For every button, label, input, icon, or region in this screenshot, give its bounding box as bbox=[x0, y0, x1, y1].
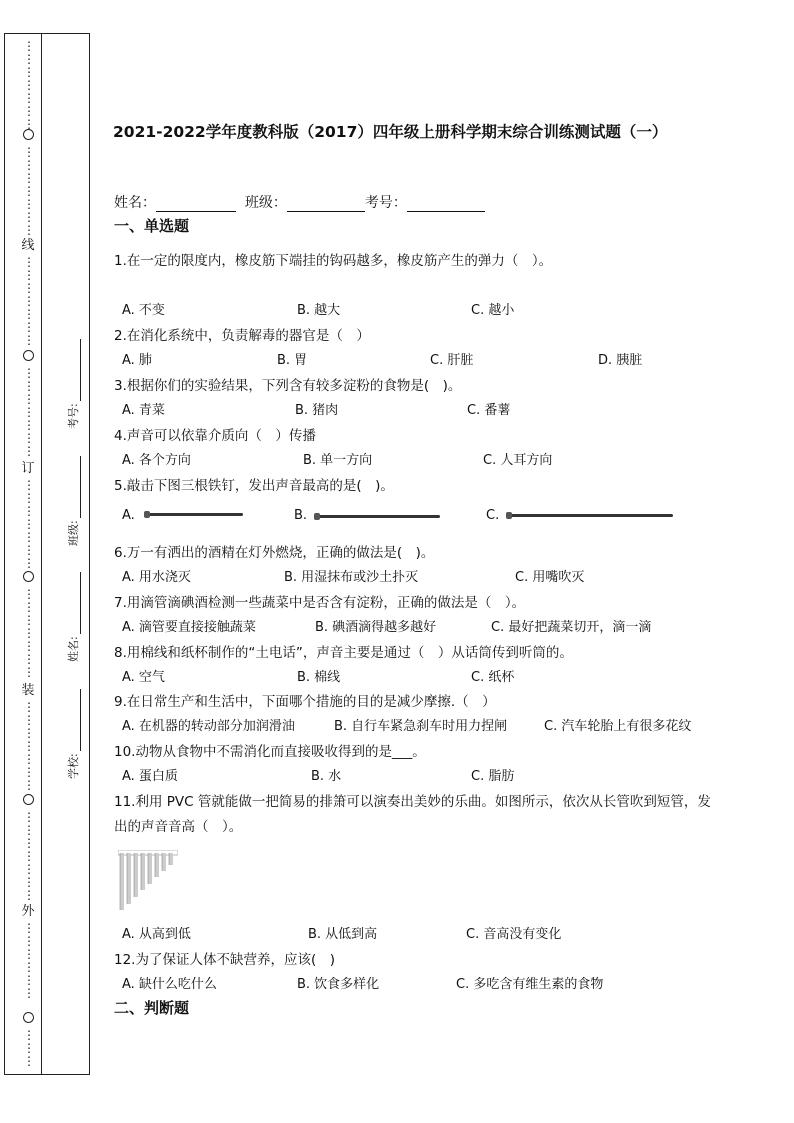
q10-option-b[interactable]: B. 水 bbox=[311, 769, 342, 784]
q7-option-a[interactable]: A. 滴管要直接接触蔬菜 bbox=[122, 620, 256, 635]
q8-option-c[interactable]: C. 纸杯 bbox=[471, 670, 515, 685]
q12-option-c[interactable]: C. 多吃含有维生素的食物 bbox=[456, 977, 604, 992]
q3-option-b[interactable]: B. 猪肉 bbox=[295, 403, 339, 418]
circle-mark bbox=[23, 129, 34, 140]
dotted-line: ⋮ ⋮ ⋮ ⋮ ⋮ ⋮ ⋮ bbox=[23, 810, 35, 902]
q5-option-b[interactable]: B. bbox=[294, 508, 308, 523]
dotted-line: ⋮ ⋮ ⋮ ⋮ ⋮ ⋮ ⋮ bbox=[23, 700, 35, 792]
dotted-line: ⋮ ⋮ ⋮ ⋮ ⋮ ⋮ ⋮ bbox=[23, 39, 35, 131]
student-info-line bbox=[114, 192, 485, 212]
dotted-line: ⋮ ⋮ ⋮ ⋮ ⋮ ⋮ ⋮ bbox=[23, 366, 35, 458]
question-1: 1.在一定的限度内，橡皮筋下端挂的钩码越多，橡皮筋产生的弹力（ ）。 bbox=[114, 253, 553, 269]
q10-option-c[interactable]: C. 脂肪 bbox=[471, 769, 515, 784]
q9-option-a[interactable]: A. 在机器的转动部分加润滑油 bbox=[122, 719, 295, 734]
section-single-choice: 一、单选题 bbox=[114, 217, 190, 235]
question-8: 8.用棉线和纸杯制作的“土电话”，声音主要是通过（ ）从话筒传到听筒的。 bbox=[114, 645, 573, 661]
q4-option-a[interactable]: A. 各个方向 bbox=[122, 453, 191, 468]
dotted-line: ⋮ ⋮ ⋮ ⋮ ⋮ ⋮ ⋮ bbox=[23, 587, 35, 679]
name-label: 姓名： bbox=[114, 195, 156, 211]
question-11: 11.利用 PVC 管就能做一把简易的排箫可以演奏出美妙的乐曲。如图所示，依次从长管吹到短管，发 bbox=[114, 794, 711, 810]
q5-option-a[interactable]: A. bbox=[122, 508, 135, 523]
q5-option-c[interactable]: C. bbox=[486, 508, 500, 523]
q2-option-b[interactable]: B. 胃 bbox=[277, 353, 308, 368]
nail-long-image bbox=[508, 514, 673, 517]
seal-char-wai: 外 bbox=[21, 904, 35, 919]
q12-option-b[interactable]: B. 饮食多样化 bbox=[297, 977, 380, 992]
q9-option-c[interactable]: C. 汽车轮胎上有很多花纹 bbox=[544, 719, 692, 734]
question-6: 6.万一有洒出的酒精在灯外燃烧，正确的做法是( )。 bbox=[114, 545, 435, 561]
q11-option-a[interactable]: A. 从高到低 bbox=[122, 927, 191, 942]
nail-short-image bbox=[146, 513, 243, 516]
question-11-cont: 出的声音音高（ ）。 bbox=[114, 819, 243, 835]
question-12: 12.为了保证人体不缺营养，应该( ) bbox=[114, 952, 336, 968]
seal-char-xian: 线 bbox=[21, 238, 35, 253]
q8-option-a[interactable]: A. 空气 bbox=[122, 670, 165, 685]
question-10: 10.动物从食物中不需消化而直接吸收得到的是___。 bbox=[114, 744, 426, 760]
q1-option-c[interactable]: C. 越小 bbox=[471, 303, 515, 318]
question-2: 2.在消化系统中，负责解毒的器官是（ ） bbox=[114, 328, 370, 344]
q11-option-c[interactable]: C. 音高没有变化 bbox=[466, 927, 562, 942]
seal-char-zhuang: 装 bbox=[21, 683, 35, 698]
q11-option-b[interactable]: B. 从低到高 bbox=[308, 927, 378, 942]
nail-medium-image bbox=[316, 515, 440, 518]
question-4: 4.声音可以依靠介质向（ ）传播 bbox=[114, 428, 316, 444]
seal-char-ding: 订 bbox=[21, 461, 35, 476]
binding-divider bbox=[41, 34, 42, 1074]
q2-option-d[interactable]: D. 胰脏 bbox=[598, 353, 643, 368]
q12-option-a[interactable]: A. 缺什么吃什么 bbox=[122, 977, 217, 992]
question-7: 7.用滴管滴碘酒检测一些蔬菜中是否含有淀粉，正确的做法是（ ）。 bbox=[114, 595, 526, 611]
q7-option-b[interactable]: B. 碘酒滴得越多越好 bbox=[315, 620, 437, 635]
q4-option-c[interactable]: C. 人耳方向 bbox=[483, 453, 553, 468]
binding-margin bbox=[4, 33, 90, 1075]
question-9: 9.在日常生产和生活中，下面哪个措施的目的是减少摩擦.（ ） bbox=[114, 694, 496, 710]
name-field: 姓名: bbox=[65, 572, 81, 662]
dotted-line: ⋮ ⋮ ⋮ ⋮ ⋮ ⋮ ⋮ bbox=[23, 255, 35, 347]
question-3: 3.根据你们的实验结果，下列含有较多淀粉的食物是( )。 bbox=[114, 378, 462, 394]
circle-mark bbox=[23, 794, 34, 805]
q2-option-a[interactable]: A. 肺 bbox=[122, 353, 152, 368]
q4-option-b[interactable]: B. 单一方向 bbox=[303, 453, 373, 468]
class-field: 班级: bbox=[65, 456, 81, 546]
q3-option-a[interactable]: A. 青菜 bbox=[122, 403, 165, 418]
circle-mark bbox=[23, 1012, 34, 1023]
question-5: 5.敲击下图三根铁钉，发出声音最高的是( )。 bbox=[114, 478, 394, 494]
q6-option-b[interactable]: B. 用湿抹布或沙土扑灭 bbox=[284, 570, 419, 585]
q9-option-b[interactable]: B. 自行车紧急刹车时用力捏闸 bbox=[334, 719, 508, 734]
class-label: 班级： bbox=[244, 195, 287, 211]
name-blank[interactable] bbox=[156, 197, 236, 212]
panpipe-image bbox=[118, 850, 178, 912]
school-field: 学校: bbox=[65, 689, 81, 779]
q7-option-c[interactable]: C. 最好把蔬菜切开，滴一滴 bbox=[491, 620, 652, 635]
number-label: 考号： bbox=[364, 195, 407, 211]
number-blank[interactable] bbox=[407, 197, 485, 212]
dotted-line: ⋮ ⋮ ⋮ ⋮ ⋮ ⋮ bbox=[23, 921, 35, 1000]
circle-mark bbox=[23, 571, 34, 582]
q3-option-c[interactable]: C. 番薯 bbox=[467, 403, 511, 418]
page-title: 2021-2022学年度教科版（2017）四年级上册科学期末综合训练测试题（一） bbox=[113, 123, 668, 141]
q6-option-a[interactable]: A. 用水浇灭 bbox=[122, 570, 191, 585]
q6-option-c[interactable]: C. 用嘴吹灭 bbox=[515, 570, 585, 585]
dotted-line: ⋮ ⋮ ⋮ ⋮ ⋮ ⋮ ⋮ bbox=[23, 478, 35, 570]
dotted-line: ⋮ ⋮ ⋮ bbox=[23, 1028, 35, 1068]
q1-option-a[interactable]: A. 不变 bbox=[122, 303, 165, 318]
q2-option-c[interactable]: C. 肝脏 bbox=[430, 353, 474, 368]
q10-option-a[interactable]: A. 蛋白质 bbox=[122, 769, 178, 784]
dotted-line: ⋮ ⋮ ⋮ ⋮ ⋮ ⋮ ⋮ bbox=[23, 145, 35, 237]
q1-option-b[interactable]: B. 越大 bbox=[297, 303, 341, 318]
q8-option-b[interactable]: B. 棉线 bbox=[297, 670, 341, 685]
section-true-false: 二、判断题 bbox=[114, 999, 190, 1017]
circle-mark bbox=[23, 350, 34, 361]
number-field: 考号: bbox=[65, 339, 81, 429]
class-blank[interactable] bbox=[287, 197, 365, 212]
